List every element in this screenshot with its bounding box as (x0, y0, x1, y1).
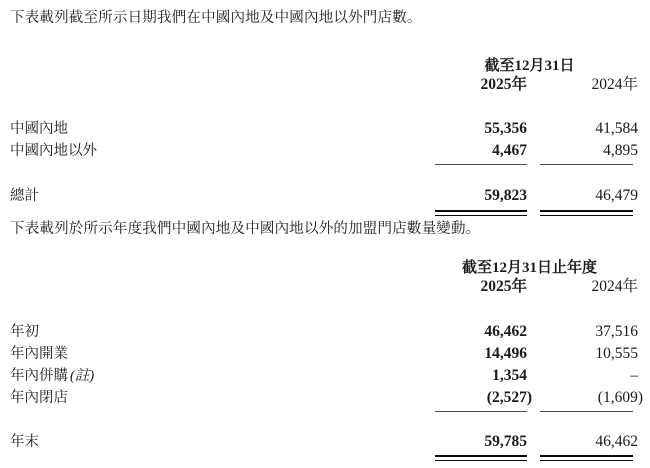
table-row (10, 140, 638, 162)
subtotal-rule (10, 162, 638, 165)
row-label: 中國內地以外 (10, 143, 97, 159)
rule-segment (435, 210, 527, 216)
total-double-rule (10, 455, 638, 458)
intro-paragraph-1: 下表載列截至所示日期我們在中國內地及中國內地以外門店數。 (10, 10, 422, 26)
table2-body (10, 321, 643, 412)
spacer (527, 455, 540, 458)
spacer (633, 162, 638, 165)
table1-body (10, 118, 638, 165)
value-2024: 41,584 (595, 120, 638, 137)
table1-period-header: 截至12月31日 (484, 58, 575, 74)
total-2025: 59,823 (484, 187, 527, 204)
value-2024: 4,895 (603, 142, 638, 159)
spacer (527, 210, 540, 213)
table-row (10, 365, 638, 387)
rule-segment (435, 455, 527, 461)
rule-segment (540, 162, 633, 165)
table2-total-row (10, 431, 638, 453)
table-row (10, 343, 638, 365)
value-2025: (2,527) (486, 389, 532, 406)
table1-year-header-row (10, 75, 638, 95)
table-row (10, 321, 638, 343)
table-row (10, 118, 638, 140)
value-2024: 10,555 (595, 345, 638, 362)
value-2025: 14,496 (484, 345, 527, 362)
value-2025: 1,354 (492, 367, 527, 384)
spacer (633, 409, 638, 412)
row-label: 中國內地 (10, 121, 68, 137)
spacer (527, 162, 540, 165)
rule-segment (540, 210, 633, 216)
value-2025: 46,462 (484, 323, 527, 340)
total-label: 年末 (10, 434, 39, 450)
rule-segment (435, 409, 527, 412)
table2-period-header: 截至12月31日止年度 (461, 260, 597, 276)
value-2025: 55,356 (484, 120, 527, 137)
table-row (10, 387, 643, 409)
spacer (633, 210, 638, 213)
rule-segment (435, 162, 527, 165)
table2-col-2025: 2025年 (480, 278, 527, 295)
row-label-note: (註) (70, 368, 95, 384)
row-label (10, 366, 431, 387)
value-2024: – (630, 367, 638, 384)
total-double-rule (10, 210, 638, 213)
subtotal-rule (10, 409, 638, 412)
value-2024: (1,609) (597, 389, 643, 406)
store-movement-table (10, 259, 643, 458)
total-2025: 59,785 (484, 433, 527, 450)
value-2025: 4,467 (492, 142, 527, 159)
spacer (527, 409, 540, 412)
intro-paragraph-2: 下表載列於所示年度我們中國內地及中國內地以外的加盟門店數量變動。 (10, 221, 481, 237)
spacer (633, 455, 638, 458)
table2-year-header-row (10, 277, 638, 297)
table1-col-2024: 2024年 (591, 76, 638, 93)
row-label: 年初 (10, 324, 39, 340)
table2-col-2024: 2024年 (591, 278, 638, 295)
row-label-text: 年內併購 (10, 368, 68, 384)
rule-segment (540, 409, 633, 412)
rule-segment (540, 455, 633, 461)
total-2024: 46,462 (595, 433, 638, 450)
table1-total-row (10, 185, 638, 207)
row-label: 年內開業 (10, 346, 68, 362)
row-label: 年內閉店 (10, 390, 68, 406)
store-count-table (10, 57, 638, 213)
total-2024: 46,479 (595, 187, 638, 204)
table1-col-2025: 2025年 (480, 76, 527, 93)
value-2024: 37,516 (595, 323, 638, 340)
total-label: 總計 (10, 188, 39, 204)
